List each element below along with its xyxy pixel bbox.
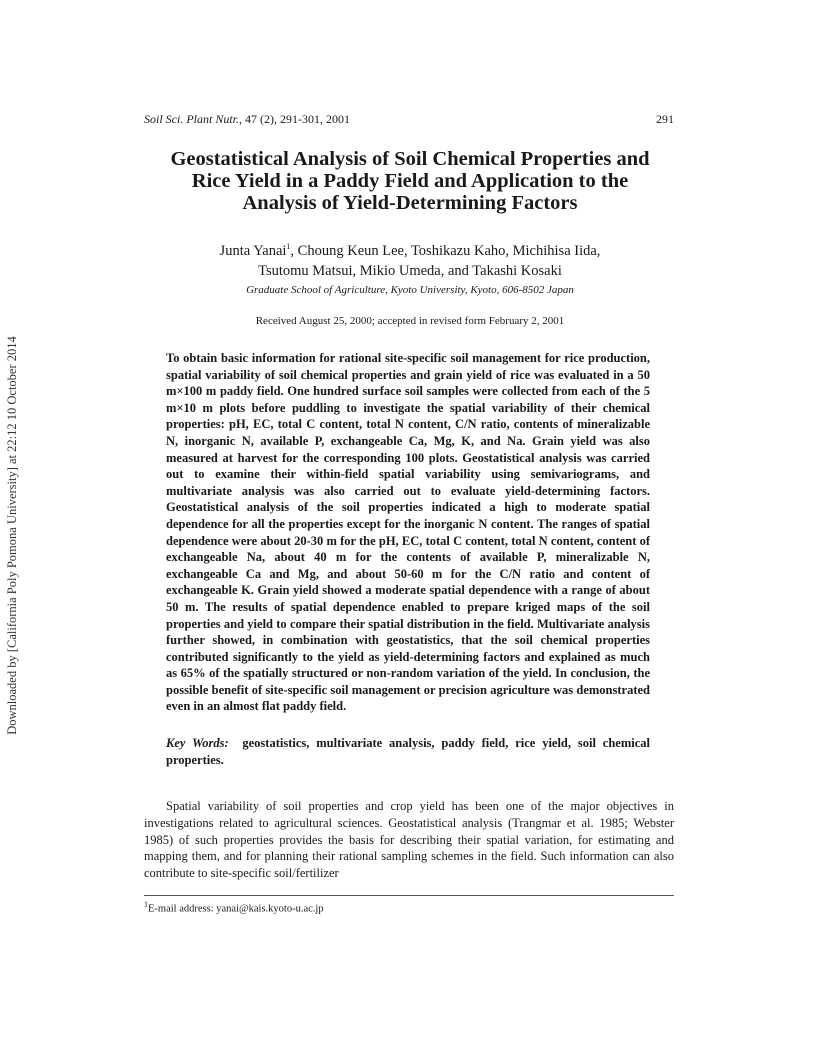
page-number: 291 [656,112,674,126]
footnote-text: E-mail address: yanai@kais.kyoto-u.ac.jp [148,903,324,915]
author-footnote-mark: 1 [286,242,291,251]
affiliation: Graduate School of Agriculture, Kyoto University, Kyoto, 606-8502 Japan [246,284,574,296]
authors-line-1 [150,237,670,261]
keywords [166,735,650,768]
co-authors-1: , Choung Keun Lee, Toshikazu Kaho, Michihisa Iida, [290,242,601,259]
download-watermark-text: Downloaded by [California Poly Pomona University] at 22:12 10 October 2014 [4,335,19,735]
title-line-1: Geostatistical Analysis of Soil Chemical Properties and [170,148,650,170]
author-list [150,237,670,281]
title-line-2: Rice Yield in a Paddy Field and Application to the [191,170,629,192]
journal-volume: , 47 (2), 291-301, 2001 [239,112,351,126]
running-header [144,112,674,127]
received-dates: Received August 25, 2000; accepted in revised form February 2, 2001 [255,315,565,327]
footnote-divider [144,895,674,896]
keywords-text: geostatistics, multivariate analysis, paddy field, rice yield, soil chemical properties. [166,736,650,767]
authors-line-2: Tsutomu Matsui, Mikio Umeda, and Takashi Kosaki [258,262,562,279]
journal-citation [144,112,350,127]
title-line-3: Analysis of Yield-Determining Factors [242,192,578,214]
journal-name: Soil Sci. Plant Nutr. [144,112,240,126]
first-author: Junta Yanai [219,242,287,259]
keywords-label: Key Words: [166,736,229,750]
abstract: To obtain basic information for rational site-specific soil management for rice production, spatial variability of soil chemical properties and grain yield of rice was evaluated in a 50 m×100 m paddy field. One hundred surface soil samples were collected from each of the 5 m×10 m plots before puddling to investigate the spatial variability of their chemical properties: pH, EC, total C content, total N content, C/N ratio, contents of mineralizable N, inorganic N, available P, exchangeable Ca, Mg, K, and Na. Grain yield was also measured at harvest for the corresponding 100 plots. Geostatistical analysis was carried out to examine their within-field spatial variability using semivariograms, and multivariate analysis was also carried out to evaluate yield-determining factors. Geostatistical analysis of the soil properties indicated a high to moderate spatial dependence for all the properties except for the inorganic N content. The ranges of spatial dependence were about 20-30 m for the pH, EC, total C content, total N content, content of exchangeable Na, about 40 m for the contents of available P, mineralizable N, exchangeable Ca and Mg, and about 50-60 m for the C/N ratio and content of exchangeable K. Grain yield showed a moderate spatial dependence with a range of about 50 m. The results of spatial dependence enabled to prepare kriged maps of the soil properties and yield to compare their spatial distribution in the field. Multivariate analysis further showed, in combination with geostatistics, that the soil chemical properties contributed significantly to the yield as yield-determining factors and explained as much as 65% of the spatially structured or non-random variation of the yield. In conclusion, the possible benefit of site-specific soil management or precision agriculture was demonstrated even in an almost flat paddy field. [166,351,650,714]
article-title [100,148,720,214]
download-watermark [2,325,22,745]
intro-paragraph: Spatial variability of soil properties and crop yield has been one of the major objectives in investigations related to agricultural sciences. Geostatistical analysis (Trangmar et al. 1985; Webster 1985) of such properties provides the basis for describing their spatial variation, for estimating and mapping them, and for planning their rational sampling schemes in the field. Such information can also contribute to site-specific soil/fertilizer [144,799,674,881]
footnote-mark: 1 [144,900,148,909]
footnote [144,900,674,915]
